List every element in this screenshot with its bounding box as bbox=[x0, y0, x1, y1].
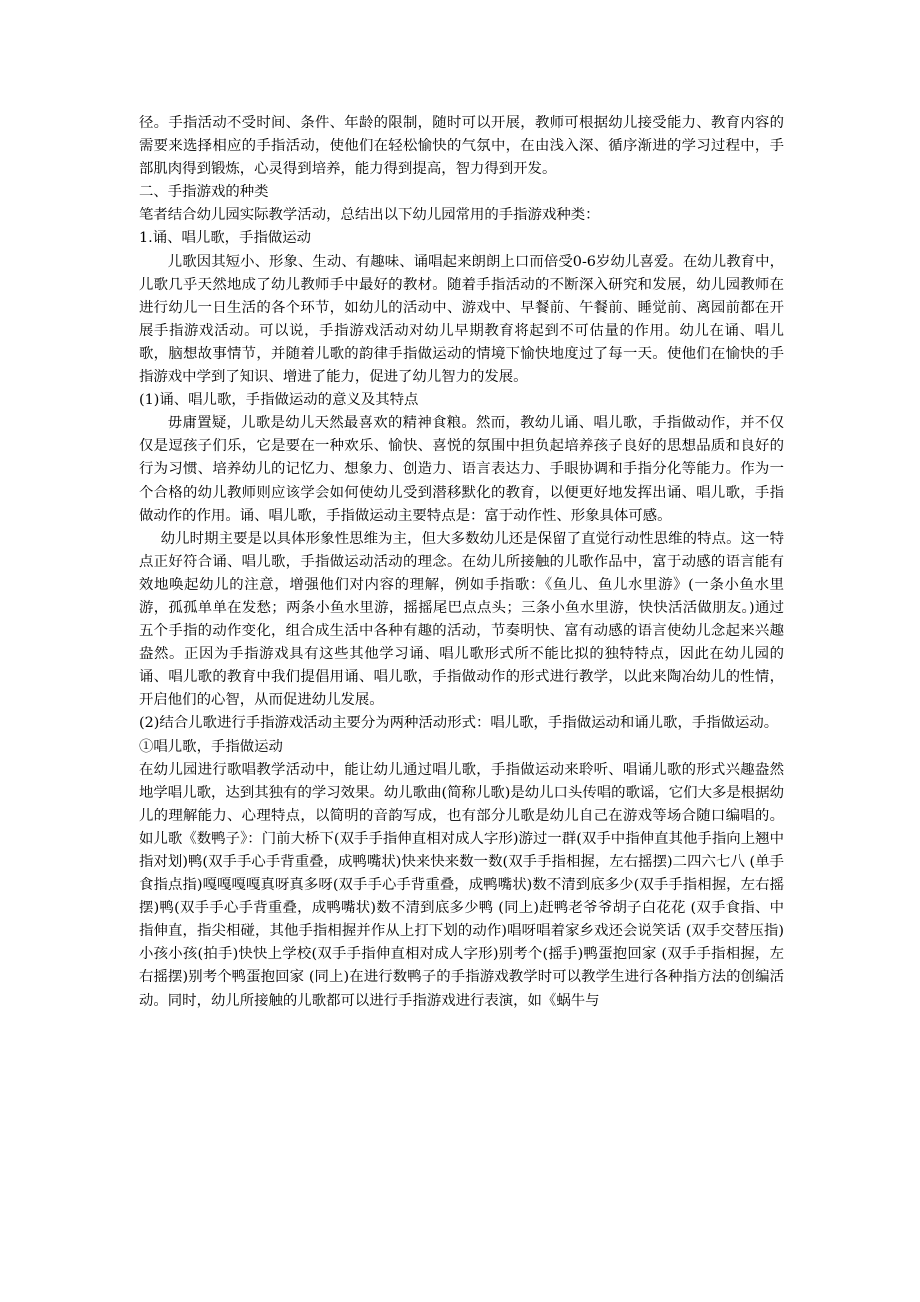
paragraph-significance: 毋庸置疑，儿歌是幼儿天然最喜欢的精神食粮。然而，教幼儿诵、唱儿歌，手指做动作，并不仅仅是逗孩子们乐，它是要在一种欢乐、愉快、喜悦的氛围中担负起培养孩子良好的思想品质和良好的行为习惯、培养幼儿的记忆力、想象力、创造力、语言表达力、手眼协调和手指分化等能力。作为一个合格的幼儿教师则应该学会如何使幼儿受到潜移默化的教育，以便更好地发挥出诵、唱儿歌，手指做动作的作用。诵、唱儿歌，手指做运动主要特点是：富于动作性、形象具体可感。 bbox=[139, 415, 784, 524]
paragraph-two-forms: (2)结合儿歌进行手指游戏活动主要分为两种活动形式：唱儿歌，手指做运动和诵儿歌，手指做运动。 bbox=[139, 715, 779, 732]
document-page bbox=[139, 112, 784, 1013]
paragraph-summary: 笔者结合幼儿园实际教学活动，总结出以下幼儿园常用的手指游戏种类： bbox=[139, 207, 600, 224]
paragraph-counting-ducks: 在幼儿园进行歌唱教学活动中，能让幼儿通过唱儿歌，手指做运动来聆听、唱诵儿歌的形式兴趣盎然地学唱儿歌，达到其独有的学习效果。幼儿歌曲(简称儿歌)是幼儿口头传唱的歌谣，它们大多是根据幼儿的理解能力、心理特点，以简明的音韵写成，也有部分儿歌是幼儿自己在游戏等场合随口编唱的。如儿歌《数鸭子》：门前大桥下(双手手指伸直相对成人字形)游过一群(双手中指伸直其他手指向上翘中指对划)鸭(双手手心手背重叠，成鸭嘴状)快来快来数一数(双手手指相握，左右摇摆)二四六七八 (单手食指点指)嘎嘎嘎嘎真呀真多呀(双手手心手背重叠，成鸭嘴状)数不清到底多少(双手手指相握，左右摇摆)鸭(双手手心手背重叠，成鸭嘴状)数不清到底多少鸭 (同上)赶鸭老爷爷胡子白花花 (双手食指、中指伸直，指尖相碰，其他手指相握并作从上打下划的动作)唱呀唱着家乡戏还会说笑话 (双手交替压指)小孩小孩(拍手)快快上学校(双手手指伸直相对成人字形)别考个(摇手)鸭蛋抱回家 (双手手指相握，左右摇摆)别考个鸭蛋抱回家 (同上)在进行数鸭子的手指游戏教学时可以教学生进行各种指方法的创编活动。同时，幼儿所接触的儿歌都可以进行手指游戏进行表演，如《蜗牛与 bbox=[139, 761, 784, 1009]
paragraph-thinking-features: 幼儿时期主要是以具体形象性思维为主，但大多数幼儿还是保留了直觉行动性思维的特点。这一特点正好符合诵、唱儿歌，手指做运动活动的理念。在幼儿所接触的儿歌作品中，富于动感的语言能有效地唤起幼儿的注意，增强他们对内容的理解，例如手指歌：《鱼儿、鱼儿水里游》(一条小鱼水里游，孤孤单单在发愁；两条小鱼水里游，摇摇尾巴点点头；三条小鱼水里游，快快活活做朋友。)通过五个手指的动作变化，组合成生活中各种有趣的活动，节奏明快、富有动感的语言使幼儿念起来兴趣盎然。正因为手指游戏具有这些其他学习诵、唱儿歌形式所不能比拟的独特特点，因此在幼儿园的诵、唱儿歌的教育中我们提倡用诵、唱儿歌，手指做动作的形式进行教学，以此来陶冶幼儿的性情，开启他们的心智，从而促进幼儿发展。 bbox=[139, 530, 784, 709]
section-heading-finger-game-types: 二、手指游戏的种类 bbox=[139, 184, 269, 201]
subsection-heading-1-1: (1)诵、唱儿歌，手指做运动的意义及其特点 bbox=[139, 392, 419, 409]
paragraph-nursery-rhymes: 儿歌因其短小、形象、生动、有趣味、诵唱起来朗朗上口而倍受0-6岁幼儿喜爱。在幼儿教育中，儿歌几乎天然地成了幼儿教师手中最好的教材。随着手指活动的不断深入研究和发展，幼儿园教师在进行幼儿一日生活的各个环节，如幼儿的活动中、游戏中、早餐前、午餐前、睡觉前、离园前都在开展手指游戏活动。可以说，手指游戏活动对幼儿早期教育将起到不可估量的作用。幼儿在诵、唱儿歌，脑想故事情节，并随着儿歌的韵律手指做运动的情境下愉快地度过了每一天。使他们在愉快的手指游戏中学到了知识、增进了能力，促进了幼儿智力的发展。 bbox=[139, 253, 784, 386]
paragraph-intro-continued: 径。手指活动不受时间、条件、年龄的限制，随时可以开展，教师可根据幼儿接受能力、教育内容的需要来选择相应的手指活动，使他们在轻松愉快的气氛中，在由浅入深、循序渐进的学习过程中，手部肌肉得到锻炼，心灵得到培养，能力得到提高，智力得到开发。 bbox=[139, 115, 784, 178]
subsection-heading-singing: ①唱儿歌，手指做运动 bbox=[139, 738, 283, 755]
subsection-heading-1: 1.诵、唱儿歌，手指做运动 bbox=[139, 230, 312, 247]
